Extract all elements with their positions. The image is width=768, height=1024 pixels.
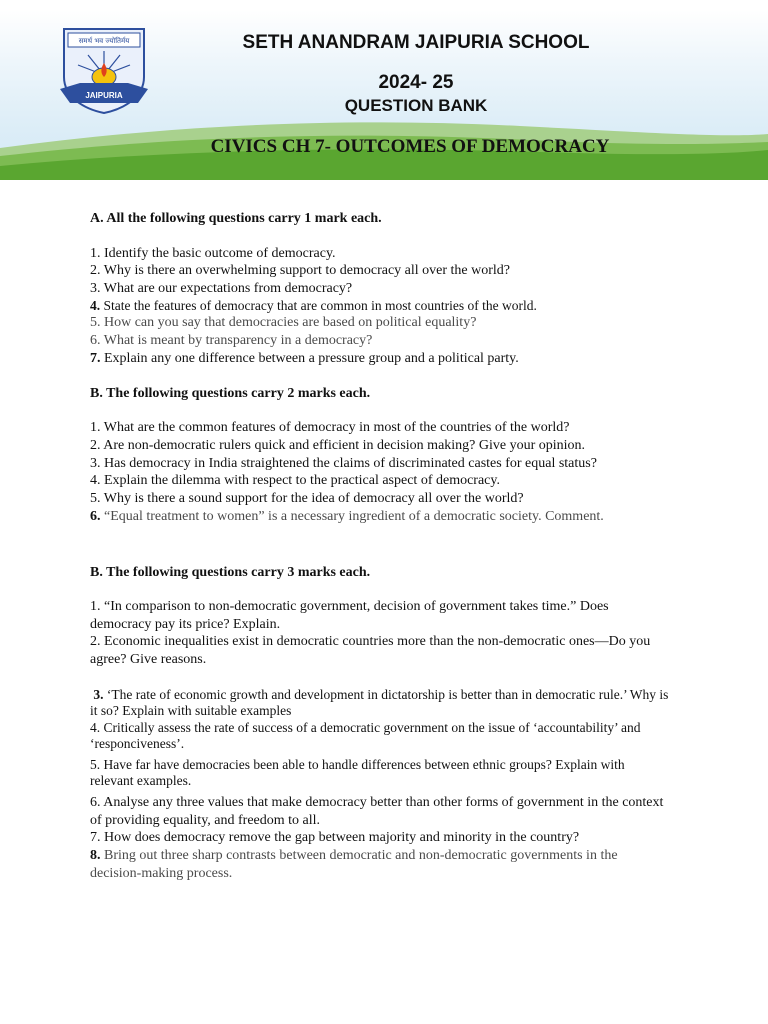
section-a-questions bbox=[90, 245, 670, 368]
question-item: 7. How does democracy remove the gap between majority and minority in the country? bbox=[90, 830, 580, 846]
question-item: 4. Explain the dilemma with respect to the practical aspect of democracy. bbox=[90, 473, 500, 489]
document-type: QUESTION BANK bbox=[344, 96, 488, 115]
chapter-title: CIVICS CH 7- OUTCOMES OF DEMOCRACY bbox=[210, 136, 610, 157]
question-item: 2. Economic inequalities exist in democratic countries more than the non-democratic ones—Do you agree? Give reasons. bbox=[90, 634, 651, 668]
section-b-questions bbox=[90, 419, 670, 525]
question-item: 3. What are our expectations from democracy? bbox=[90, 281, 353, 297]
question-item: 5. How can you say that democracies are based on political equality? bbox=[90, 315, 477, 331]
section-c-title: B. The following questions carry 3 marks each. bbox=[90, 565, 371, 581]
section-a-title: A. All the following questions carry 1 mark each. bbox=[90, 211, 382, 226]
question-item: 5. Have far have democracies been able to handle differences between ethnic groups? Explain with relevant examples. bbox=[90, 756, 625, 789]
page-header bbox=[0, 10, 768, 180]
question-item: 5. Why is there a sound support for the idea of democracy all over the world? bbox=[90, 490, 524, 506]
question-item: 2. Why is there an overwhelming support to democracy all over the world? bbox=[90, 263, 511, 279]
question-item: 1. “In comparison to non-democratic government, decision of government takes time.” Does democracy pay its price? Explain. bbox=[90, 599, 609, 632]
question-item: 2. Are non-democratic rulers quick and efficient in decision making? Give your opinion. bbox=[90, 437, 586, 453]
logo-banner-text: JAIPURIA bbox=[85, 91, 123, 100]
question-item: 3. Has democracy in India straightened the claims of discriminated castes for equal status? bbox=[90, 455, 597, 471]
question-item: 1. Identify the basic outcome of democracy. bbox=[90, 245, 336, 261]
question-content bbox=[90, 200, 670, 882]
question-item: 6. Analyse any three values that make democracy better than other forms of government in the context of providing equality, and freedom to all. bbox=[90, 794, 664, 828]
session-year: 2024- 25 bbox=[378, 72, 454, 93]
question-item: 4. Critically assess the rate of success of a democratic government on the issue of ‘accountability’ and ‘responciveness’. bbox=[90, 719, 641, 752]
question-item: 7. Explain any one difference between a pressure group and a political party. bbox=[90, 350, 519, 366]
question-item: 6. What is meant by transparency in a democracy? bbox=[90, 333, 373, 349]
question-item: 4. State the features of democracy that are common in most countries of the world. bbox=[90, 297, 537, 313]
logo-top-text: समर्थ भव ज्योतिर्मय bbox=[78, 37, 130, 45]
question-item: 3. ‘The rate of economic growth and development in dictatorship is better than in democratic rule.’ Why is it so? Explain with suitable examples bbox=[90, 686, 669, 719]
question-item: 8. Bring out three sharp contrasts between democratic and non-democratic governments in the decision-making process. bbox=[90, 847, 618, 881]
school-logo bbox=[58, 19, 150, 115]
section-c-questions bbox=[90, 598, 670, 882]
school-name: SETH ANANDRAM JAIPURIA SCHOOL bbox=[242, 32, 590, 53]
question-item: 6. “Equal treatment to women” is a necessary ingredient of a democratic society. Comment. bbox=[90, 508, 604, 524]
question-item: 1. What are the common features of democracy in most of the countries of the world? bbox=[90, 420, 570, 436]
section-b-title: B. The following questions carry 2 marks each. bbox=[90, 386, 371, 402]
